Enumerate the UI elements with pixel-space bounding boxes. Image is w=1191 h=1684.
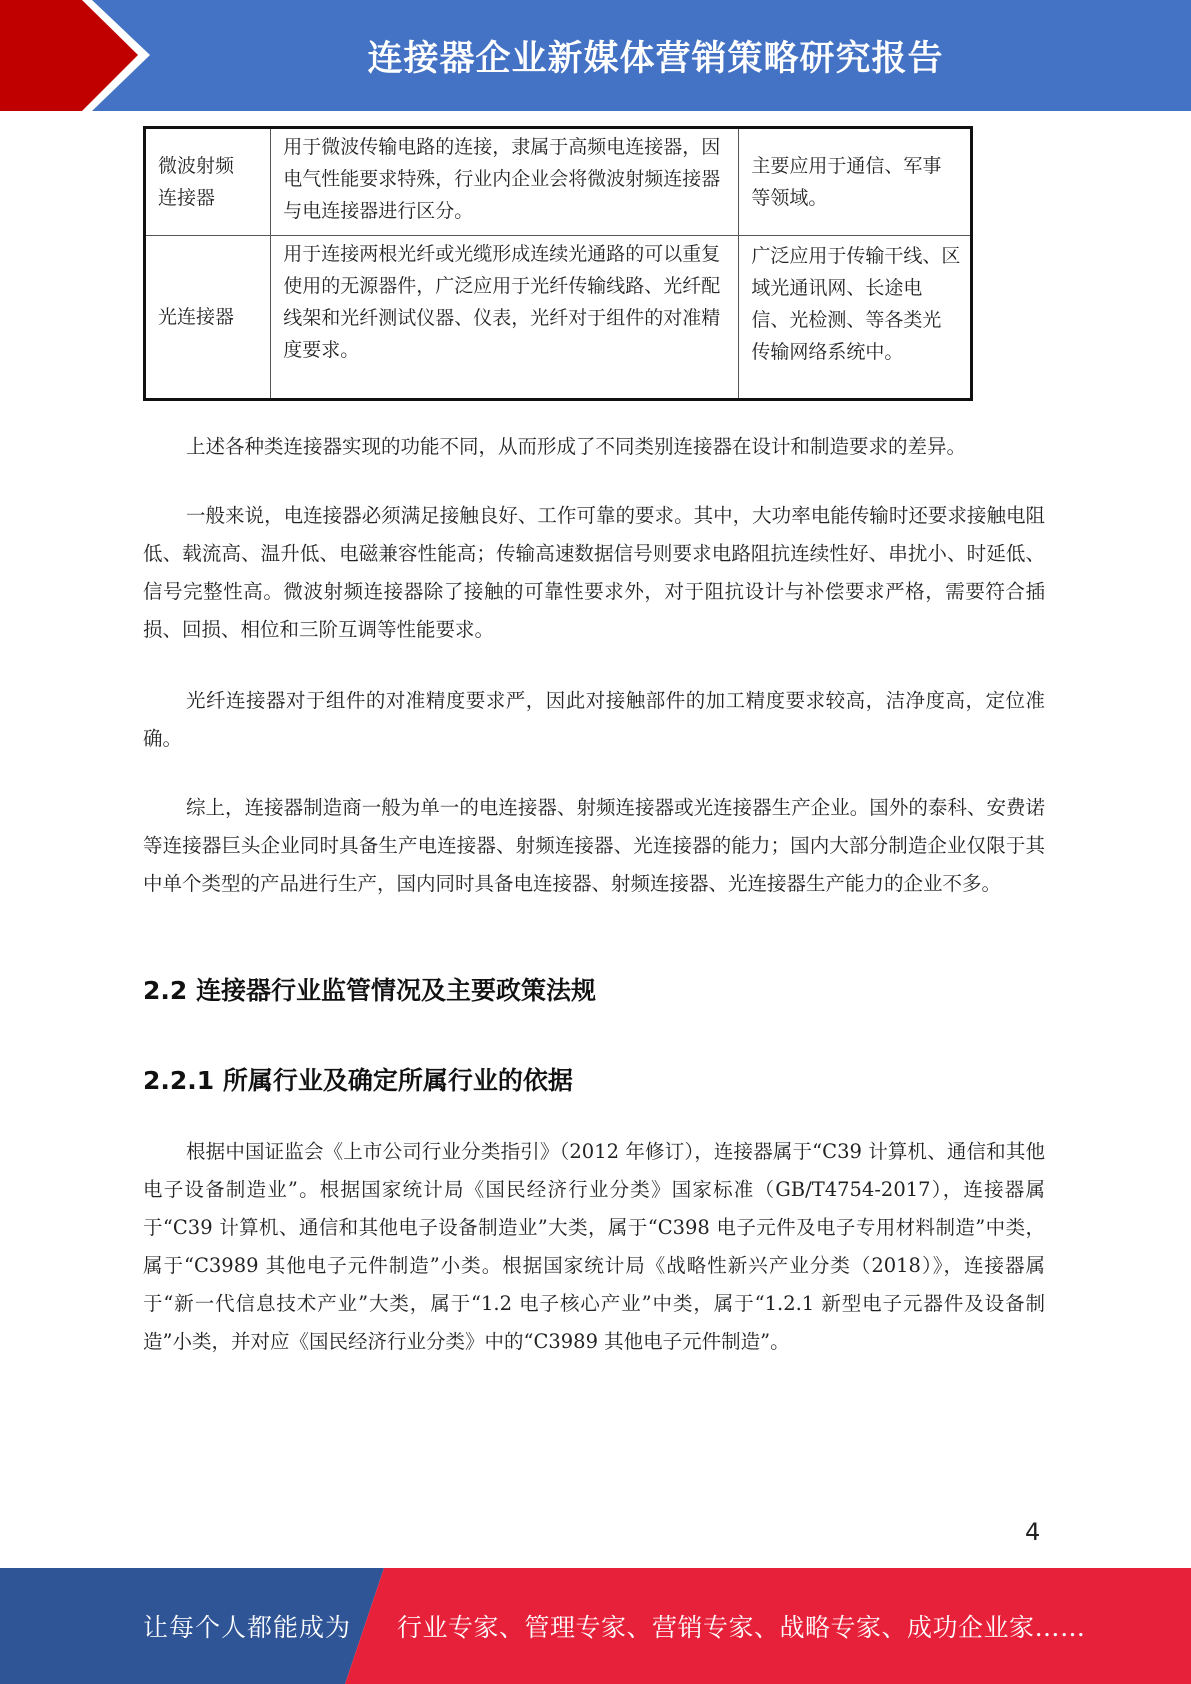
section-heading-2-2: 2.2 连接器行业监管情况及主要政策法规	[143, 976, 596, 1005]
paragraph-1: 上述各种类连接器实现的功能不同，从而形成了不同类别连接器在设计和制造要求的差异。	[186, 435, 967, 458]
table-cell-type: 光连接器	[145, 236, 271, 400]
paragraph-4: 综上，连接器制造商一般为单一的电连接器、射频连接器或光连接器生产企业。国外的泰科、安费诺等连接器巨头企业同时具备生产电连接器、射频连接器、光连接器的能力；国内大部分制造企业仅限于其中单个类型的产品进行生产，国内同时具备电连接器、射频连接器、光连接器生产能力的企业不多。	[143, 796, 1045, 895]
report-title: 连接器企业新媒体营销策略研究报告	[367, 38, 944, 79]
footer-slogan-right: 行业专家、管理专家、营销专家、战略专家、成功企业家……	[397, 1613, 1086, 1642]
paragraph-5: 根据中国证监会《上市公司行业分类指引》（2012 年修订），连接器属于“C39 计算机、通信和其他电子设备制造业”。根据国家统计局《国民经济行业分类》国家标准（GB/T4754-2017），连接器属于“C39 计算机、通信和其他电子设备制造业”大类，属于“C398 电子元件及电子专用材料制造”中类，属于“C3989 其他电子元件制造”小类。根据国家统计局《战略性新兴产业分类（2018）》，连接器属于“新一代信息技术产业”大类，属于“1.2 电子核心产业”中类，属于“1.2.1 新型电子元器件及设备制造”小类，并对应《国民经济行业分类》中的“C3989 其他电子元件制造”。	[143, 1140, 1045, 1353]
paragraph-3: 光纤连接器对于组件的对准精度要求严，因此对接触部件的加工精度要求较高，洁净度高，定位准确。	[143, 689, 1045, 750]
footer-slogan-left: 让每个人都能成为	[143, 1613, 352, 1642]
table-cell-application: 广泛应用于传输干线、区域光通讯网、长途电 信、光检测、等各类光 传输网络系统中。	[739, 236, 972, 400]
table-row	[145, 128, 972, 236]
page-number: 4	[1025, 1518, 1041, 1546]
connector-type-table	[143, 126, 973, 401]
table-cell-description: 用于微波传输电路的连接，隶属于高频电连接器，因电气性能要求特殊，行业内企业会将微波射频连接器与电连接器进行区分。	[271, 128, 739, 236]
table-row	[145, 236, 972, 400]
page-footer	[0, 1568, 1191, 1684]
table-cell-type: 微波射频 连接器	[145, 128, 271, 236]
section-heading-2-2-1: 2.2.1 所属行业及确定所属行业的依据	[143, 1066, 573, 1095]
page-header	[0, 0, 1191, 111]
table-cell-description: 用于连接两根光纤或光缆形成连续光通路的可以重复使用的无源器件，广泛应用于光纤传输线路、光纤配线架和光纤测试仪器、仪表，光纤对于组件的对准精度要求。	[271, 236, 739, 400]
header-chevron-decoration	[0, 0, 160, 111]
paragraph-2: 一般来说，电连接器必须满足接触良好、工作可靠的要求。其中，大功率电能传输时还要求接触电阻低、载流高、温升低、电磁兼容性能高；传输高速数据信号则要求电路阻抗连续性好、串扰小、时延低、信号完整性高。微波射频连接器除了接触的可靠性要求外，对于阻抗设计与补偿要求严格，需要符合插损、回损、相位和三阶互调等性能要求。	[143, 504, 1045, 641]
table-cell-application: 主要应用于通信、军事 等领域。	[739, 128, 972, 236]
